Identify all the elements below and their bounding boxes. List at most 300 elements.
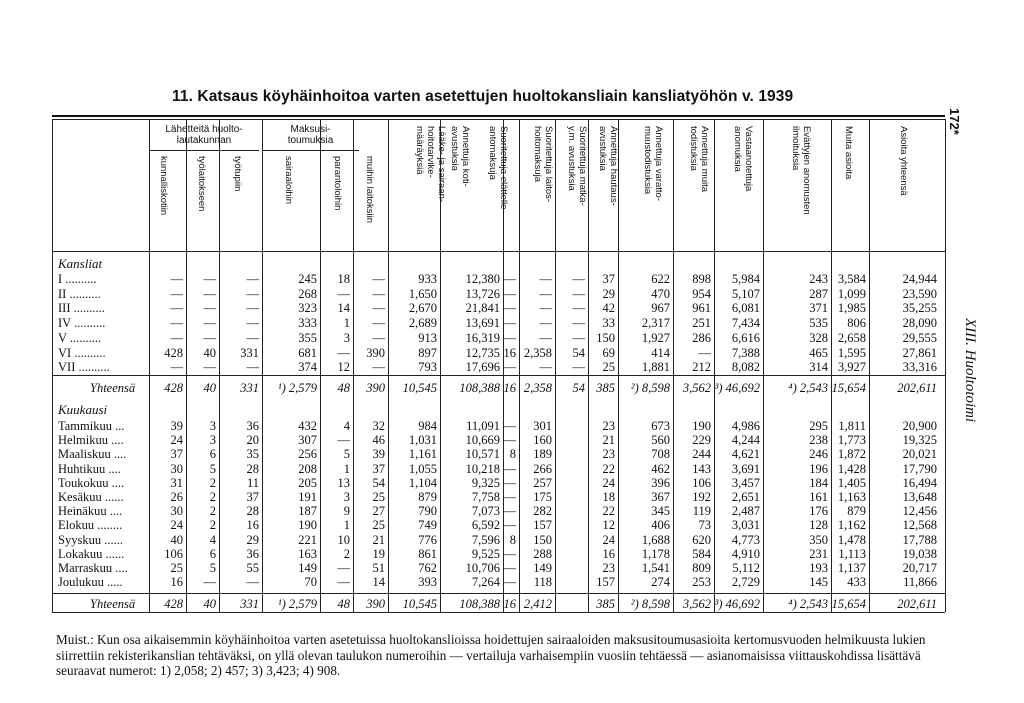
cell: 36 [246,419,259,433]
cell: 37 [372,461,385,476]
cell: — [503,575,516,590]
cell: — [572,330,585,345]
cell: 42 [602,301,615,316]
cell: 2 [343,546,350,561]
cell: 560 [651,433,670,448]
column-header: Asioita yhteensä [898,126,909,196]
cell: 10,669 [465,433,500,448]
cell: — [539,272,552,286]
column-rule [945,119,946,612]
cell: 1,541 [641,561,670,575]
cell: — [337,575,350,590]
cell: 16 [170,575,183,590]
cell: 622 [651,272,670,286]
cell: 790 [418,504,437,519]
cell: 73 [698,518,711,533]
cell: 27 [372,504,385,519]
cell: — [572,301,585,316]
column-header: Suoritettuja elättelle- antomaksuja [487,126,509,213]
row-label: Yhteensä [90,597,136,611]
cell: 2,487 [731,504,760,519]
cell: 190 [298,518,317,533]
cell: 22 [602,504,615,519]
row-label: Lokakuu ...... [58,546,125,561]
row-label: VII .......... [58,360,110,375]
cell: 191 [298,490,317,504]
cell: 16 [503,597,516,611]
row-label: V .......... [58,330,102,345]
cell: 35,255 [902,301,937,316]
cell: 12 [337,360,350,375]
cell: 184 [809,475,828,490]
cell: 16 [246,518,259,533]
cell: 1,099 [837,286,866,301]
cell: 143 [692,461,711,476]
cell: — [372,272,385,286]
cell: 251 [692,316,711,331]
cell: 933 [418,272,437,286]
cell: 5,984 [731,272,760,286]
cell: 749 [418,518,437,533]
cell: 20,900 [902,419,937,433]
cell: 161 [809,490,828,504]
cell: 274 [651,575,670,590]
cell: 15,654 [831,597,866,611]
column-rule [869,119,870,612]
cell: 157 [533,518,552,533]
cell: — [170,286,183,301]
cell: 406 [651,518,670,533]
cell: 3,031 [731,518,760,533]
cell: 11 [246,475,259,490]
cell: 3,562 [682,381,711,395]
cell: 2,317 [641,316,670,331]
cell: — [503,316,516,331]
cell: — [503,518,516,533]
cell: ¹) 2,579 [277,597,317,611]
row-label: Yhteensä [90,381,136,395]
cell: 40 [203,597,216,611]
cell: 29,555 [902,330,937,345]
cell: 33,316 [902,360,937,375]
cell: 10,571 [465,447,500,462]
cell: 462 [651,461,670,476]
cell: 4,773 [731,532,760,547]
cell: 355 [298,330,317,345]
cell: 390 [366,345,385,360]
cell: 2,412 [523,597,552,611]
cell: 301 [533,419,552,433]
cell: 2,689 [408,316,437,331]
cell: 762 [418,561,437,575]
column-header: parantoloihin [332,156,343,211]
cell: 1,773 [837,433,866,448]
cell: 36 [246,546,259,561]
cell: 861 [418,546,437,561]
cell: 3 [209,433,216,448]
cell: 1,055 [408,461,437,476]
group-rule-lahetetty [149,150,259,151]
cell: 2,358 [523,381,552,395]
cell: 18 [337,272,350,286]
cell: 16 [602,546,615,561]
cell: — [372,316,385,331]
row-label: Huhtikuu .... [58,461,121,476]
cell: 393 [418,575,437,590]
cell: 33 [602,316,615,331]
cell: 23 [602,561,615,575]
column-header: Annettuja muita todistuksia [688,126,710,193]
cell: 961 [692,301,711,316]
cell: 19 [372,546,385,561]
cell: — [503,461,516,476]
bottom-rule [52,612,945,613]
cell: 19,038 [902,546,937,561]
footnote: Muist.: Kun osa aikaisemmin köyhäinhoitoa varten asetetuissa huoltokanslioissa hoidettujen sairaaloiden maksusitoumusasioita kertomusvuoden helmikuusta lukien siirrettiin rekisterikanslian tehtäväksi, on yllä olevan taulukon numeroihin — vertailuja varhaisempiin vuosiin tehtäessä — asianomaisissa viittauskohdissa lisättävä seuraavat numerot: 1) 2,058; 2) 457; 3) 3,423; 4) 908. [56,632,926,678]
cell: 286 [692,330,711,345]
cell: 256 [298,447,317,462]
column-header: Suoritettuja matka- y.m. avustuksia [566,126,588,206]
cell: 584 [692,546,711,561]
cell: 15,654 [831,381,866,395]
cell: 14 [372,575,385,590]
cell: — [372,330,385,345]
cell: 23,590 [902,286,937,301]
cell: 40 [170,532,183,547]
cell: 9,525 [471,546,500,561]
cell: 1,927 [641,330,670,345]
section-kansliat: Kansliat [58,256,103,271]
cell: 119 [692,504,711,519]
cell: 4,986 [731,419,760,433]
cell: 1 [343,461,350,476]
cell: 128 [809,518,828,533]
cell: — [539,316,552,331]
cell: ¹) 2,579 [277,381,317,395]
cell: 25 [372,490,385,504]
cell: 12,568 [902,518,937,533]
row-label: Helmikuu .... [58,433,124,448]
row-label: VI .......... [58,345,106,360]
cell: 16,319 [465,330,500,345]
cell: — [503,419,516,433]
cell: 396 [651,475,670,490]
cell: — [203,272,216,286]
cell: 16 [503,381,516,395]
cell: 10 [337,532,350,547]
cell: 6,592 [471,518,500,533]
cell: 1,163 [837,490,866,504]
cell: 187 [298,504,317,519]
cell: 328 [809,330,828,345]
cell: 3,562 [682,597,711,611]
cell: 1,688 [641,532,670,547]
cell: 7,596 [471,532,500,547]
cell: 40 [203,345,216,360]
cell: — [372,286,385,301]
cell: 3 [343,330,350,345]
row-label: Syyskuu ...... [58,532,123,547]
row-label: I .......... [58,272,97,286]
cell: — [203,301,216,316]
cell: 10,545 [402,597,437,611]
cell: — [539,330,552,345]
cell: 287 [809,286,828,301]
cell: ²) 8,598 [630,597,670,611]
cell: 257 [533,475,552,490]
cell: — [246,301,259,316]
cell: 29 [602,286,615,301]
cell: — [539,286,552,301]
cell: 163 [298,546,317,561]
cell: 246 [809,447,828,462]
cell: 809 [692,561,711,575]
header-group-lahetetty: Lähetteitä huolto- lautakunnan [165,124,243,146]
cell: 37 [602,272,615,286]
cell: 20,717 [902,561,937,575]
cell: 25 [170,561,183,575]
cell: — [170,272,183,286]
cell: 17,696 [465,360,500,375]
cell: — [503,546,516,561]
cell: — [503,330,516,345]
row-label: Heinäkuu .... [58,504,123,519]
cell: 2 [209,490,216,504]
cell: 21 [372,532,385,547]
cell: — [246,330,259,345]
column-header: sairaaloihin [283,156,294,205]
row-label: Kesäkuu ...... [58,490,124,504]
cell: 212 [692,360,711,375]
column-header: työlaitokseen [196,156,207,212]
column-header: Annettuja varatto- muustodistuksia [642,126,664,201]
cell: — [503,504,516,519]
cell: 4,244 [731,433,760,448]
cell: 620 [692,532,711,547]
cell: 8 [509,532,516,547]
cell: 2 [209,504,216,519]
cell: 221 [298,532,317,547]
cell: 238 [809,433,828,448]
cell: 1,985 [837,301,866,316]
cell: 913 [418,330,437,345]
cell: 21,841 [465,301,500,316]
cell: 150 [596,330,615,345]
cell: 385 [596,381,615,395]
cell: 13 [337,475,350,490]
cell: — [246,360,259,375]
column-header: työtupiin [232,156,243,192]
cell: 535 [809,316,828,331]
cell: 1,031 [408,433,437,448]
cell: 1,872 [837,447,866,462]
cell: — [503,360,516,375]
cell: 266 [533,461,552,476]
cell: 428 [164,381,183,395]
cell: — [539,360,552,375]
cell: 231 [809,546,828,561]
cell: 10,218 [465,461,500,476]
cell: 323 [298,301,317,316]
cell: — [372,360,385,375]
cell: 145 [809,575,828,590]
cell: — [503,272,516,286]
cell: 245 [298,272,317,286]
row-label: IV .......... [58,316,106,331]
cell: 69 [602,345,615,360]
cell: — [246,575,259,590]
cell: 13,726 [465,286,500,301]
cell: 24 [602,532,615,547]
cell: 12 [602,518,615,533]
cell: 2,670 [408,301,437,316]
cell: 118 [533,575,552,590]
cell: — [203,316,216,331]
cell: 23 [602,447,615,462]
cell: — [503,433,516,448]
cell: 192 [692,490,711,504]
cell: 2,358 [523,345,552,360]
cell: 1,405 [837,475,866,490]
row-label: Marraskuu .... [58,561,128,575]
cell: 30 [170,504,183,519]
cell: 8 [509,447,516,462]
header-group-maksusi: Maksusi- toumuksia [287,124,334,146]
cell: 108,388 [459,381,500,395]
cell: — [572,360,585,375]
cell: 190 [692,419,711,433]
cell: 2,651 [731,490,760,504]
column-header: Evättyjen anomusten ilmoituksia [790,126,812,215]
cell: 345 [651,504,670,519]
cell: 150 [533,532,552,547]
column-header: Suoritettuja laitos- hoitomaksuja [532,126,554,203]
cell: 428 [164,597,183,611]
row-label: Elokuu ........ [58,518,123,533]
cell: 14 [337,301,350,316]
cell: 7,073 [471,504,500,519]
cell: 54 [372,475,385,490]
cell: 3,584 [837,272,866,286]
column-header: muihin laitoksiin [364,156,375,224]
cell: 20,021 [902,447,937,462]
cell: — [337,561,350,575]
cell: 12,456 [902,504,937,519]
cell: 3,691 [731,461,760,476]
cell: 208 [298,461,317,476]
cell: 149 [533,561,552,575]
cell: 2,729 [731,575,760,590]
row-label: III .......... [58,301,105,316]
cell: 13,648 [902,490,937,504]
cell: — [572,272,585,286]
cell: 331 [240,381,259,395]
cell: — [539,301,552,316]
cell: 1,595 [837,345,866,360]
cell: 28 [246,461,259,476]
cell: 196 [809,461,828,476]
cell: — [203,360,216,375]
cell: 5,112 [732,561,760,575]
cell: 2,658 [837,330,866,345]
cell: — [337,286,350,301]
row-label: II .......... [58,286,101,301]
cell: 16,494 [902,475,937,490]
cell: 385 [596,597,615,611]
cell: 350 [809,532,828,547]
cell: 149 [298,561,317,575]
cell: 4,910 [731,546,760,561]
cell: 371 [809,301,828,316]
cell: 1,650 [408,286,437,301]
cell: 897 [418,345,437,360]
cell: 243 [809,272,828,286]
cell: 6,616 [731,330,760,345]
cell: 17,790 [902,461,937,476]
cell: 3 [209,419,216,433]
cell: 984 [418,419,437,433]
cell: 1,137 [837,561,866,575]
cell: — [246,286,259,301]
cell: 4 [209,532,216,547]
cell: — [337,345,350,360]
top-rule [52,115,945,117]
cell: 244 [692,447,711,462]
cell: 9,325 [471,475,500,490]
cell: 10,545 [402,381,437,395]
cell: 175 [533,490,552,504]
cell: — [572,286,585,301]
cell: 202,611 [897,381,937,395]
row-label: Tammikuu ... [58,419,125,433]
cell: 333 [298,316,317,331]
cell: 428 [164,345,183,360]
cell: 54 [572,381,585,395]
cell: 2 [209,475,216,490]
cell: 1,104 [408,475,437,490]
cell: 48 [337,381,350,395]
side-header: XIII. Huoltotoimi [962,318,978,423]
cell: 288 [533,546,552,561]
cell: 39 [170,419,183,433]
cell: 13,691 [465,316,500,331]
row-label: Toukokuu .... [58,475,125,490]
cell: 30 [170,461,183,476]
cell: — [170,301,183,316]
cell: 22 [602,461,615,476]
cell: 3,457 [731,475,760,490]
cell: 40 [203,381,216,395]
cell: 189 [533,447,552,462]
cell: 19,325 [902,433,937,448]
cell: 295 [809,419,828,433]
cell: 331 [240,597,259,611]
cell: 35 [246,447,259,462]
cell: 806 [847,316,866,331]
cell: — [246,316,259,331]
cell: 7,264 [471,575,500,590]
cell: 193 [809,561,828,575]
cell: 51 [372,561,385,575]
cell: 268 [298,286,317,301]
cell: 28,090 [902,316,937,331]
cell: 4,621 [731,447,760,462]
cell: 5,107 [731,286,760,301]
cell: 11,866 [903,575,937,590]
cell: ³) 46,692 [714,597,760,611]
cell: 307 [298,433,317,448]
cell: 24 [170,518,183,533]
